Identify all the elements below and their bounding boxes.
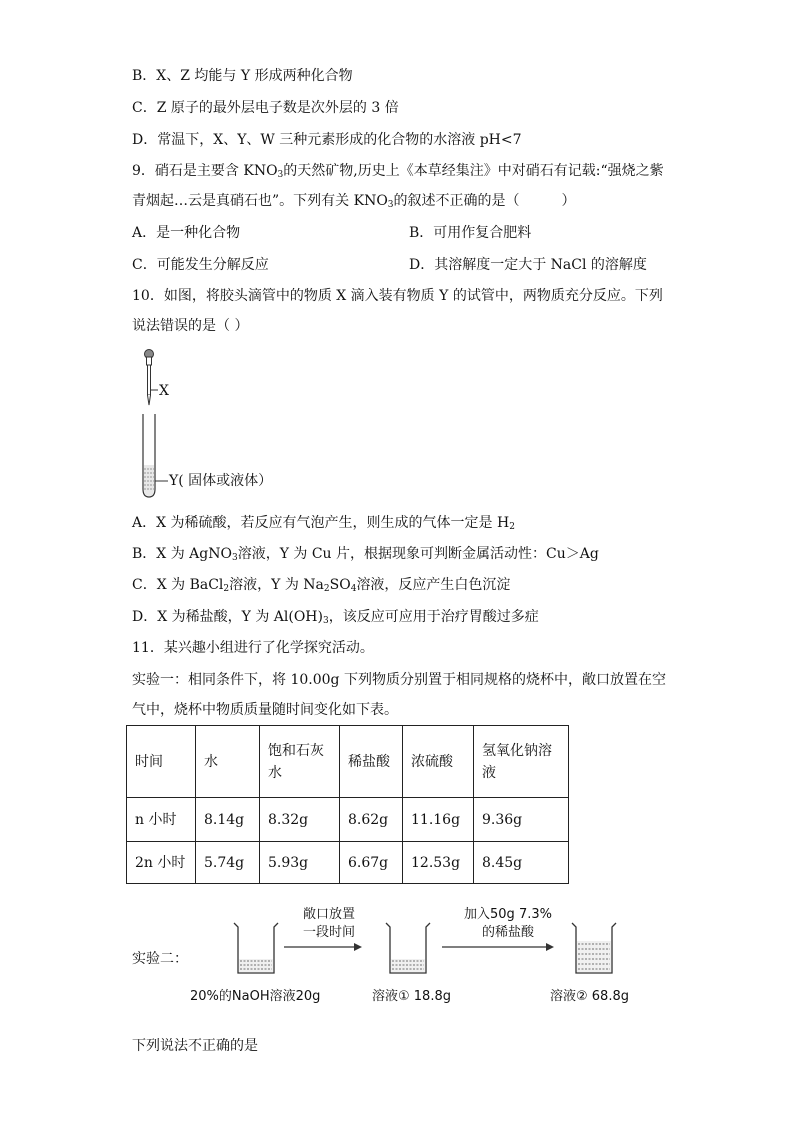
table-header-cell: 水 xyxy=(196,726,260,798)
exp2-label: 实验二： xyxy=(132,951,188,967)
q8-option-d: D．常温下，X、Y、W 三种元素形成的化合物的水溶液 pH<7 xyxy=(132,132,522,148)
q9-stem-line2: 青烟起…云是真硝石也”。下列有关 $KNO_3$的叙述不正确的是（ ） xyxy=(132,193,576,210)
table-header-cell: 饱和石灰水 xyxy=(260,726,340,798)
q8-option-c: C．Z 原子的最外层电子数是次外层的 3 倍 xyxy=(132,100,399,116)
mass-change-table xyxy=(126,725,569,884)
table-header-cell: 氢氧化钠溶液 xyxy=(474,726,569,798)
table-cell: 8.14g xyxy=(196,798,260,842)
arrow2-caption xyxy=(448,906,568,942)
figure-label-x: X xyxy=(159,383,169,399)
q11-exp1-line1: 实验一：相同条件下，将 10.00g 下列物质分别置于相同规格的烧杯中，敞口放置在空 xyxy=(132,672,666,688)
table-cell: 9.36g xyxy=(474,798,569,842)
table-cell: 12.53g xyxy=(403,842,474,884)
figure-label-y: Y( 固体或液体） xyxy=(169,473,273,489)
arrow-icon xyxy=(442,943,554,951)
table-cell: 8.32g xyxy=(260,798,340,842)
q10-stem-line1: 10．如图，将胶头滴管中的物质 X 滴入装有物质 Y 的试管中，两物质充分反应。下列 xyxy=(132,288,663,304)
q11-exp1-line2: 气中，烧杯中物质质量随时间变化如下表。 xyxy=(132,702,398,718)
test-tube-icon xyxy=(143,414,168,497)
q11-question: 下列说法不正确的是 xyxy=(132,1038,258,1054)
dropper-icon xyxy=(145,350,159,406)
q9-stem-line1: 9．硝石是主要含 $KNO_3$的天然矿物,历史上《本草经集注》中对硝石有记载:“强烧之紫 xyxy=(132,163,664,180)
arrow1-caption-line2: 一段时间 xyxy=(302,925,355,940)
table-header-cell: 时间 xyxy=(127,726,196,798)
q9-option-a: A．是一种化合物 xyxy=(132,225,241,241)
q11-title: 11．某兴趣小组进行了化学探究活动。 xyxy=(132,640,374,656)
q9-option-b: B．可用作复合肥料 xyxy=(409,225,532,241)
table-cell: 6.67g xyxy=(340,842,403,884)
q10-stem-line2: 说法错误的是（ ） xyxy=(132,318,249,334)
table-header-row xyxy=(127,726,569,798)
arrow2-caption-line1: 加入50g 7.3% xyxy=(464,907,552,922)
table-row xyxy=(127,798,569,842)
arrow1-caption-line1: 敞口放置 xyxy=(302,907,355,922)
table-header-cell: 稀盐酸 xyxy=(340,726,403,798)
beaker-icon xyxy=(386,923,430,973)
table-cell: 5.93g xyxy=(260,842,340,884)
beaker3-caption: 溶液② 68.8g xyxy=(550,989,629,1004)
q9-option-c: C．可能发生分解反应 xyxy=(132,257,269,273)
q10-option-b: B．X 为 AgNO$_3$溶液，Y 为 Cu 片，根据现象可判断金属活动性：Cu＞Ag xyxy=(132,546,599,563)
arrow1-caption xyxy=(284,906,374,942)
beaker-icon xyxy=(234,923,278,973)
arrow-icon xyxy=(284,943,362,951)
q10-option-a: A．X 为稀硫酸，若反应有气泡产生，则生成的气体一定是 $H_2$ xyxy=(132,515,515,532)
table-cell: 2n 小时 xyxy=(127,842,196,884)
beaker2-caption: 溶液① 18.8g xyxy=(372,989,451,1004)
table-cell: n 小时 xyxy=(127,798,196,842)
table-cell: 5.74g xyxy=(196,842,260,884)
table-row xyxy=(127,842,569,884)
q9-option-d: D．其溶解度一定大于 NaCl 的溶解度 xyxy=(409,257,647,273)
table-cell: 11.16g xyxy=(403,798,474,842)
arrow2-caption-line2: 的稀盐酸 xyxy=(481,925,534,940)
q10-option-c: C．X 为 BaCl$_2$溶液，Y 为 $Na_2SO_4$溶液，反应产生白色沉淀 xyxy=(132,577,511,594)
table-cell: 8.45g xyxy=(474,842,569,884)
q10-option-d: D．X 为稀盐酸，Y 为 $Al(OH)_3$，该反应可应用于治疗胃酸过多症 xyxy=(132,609,539,626)
q8-option-b: B．X、Z 均能与 Y 形成两种化合物 xyxy=(132,68,353,84)
table-header-cell: 浓硫酸 xyxy=(403,726,474,798)
beaker-icon xyxy=(572,923,616,973)
table-cell: 8.62g xyxy=(340,798,403,842)
beaker1-caption: 20%的NaOH溶液20g xyxy=(190,989,321,1004)
